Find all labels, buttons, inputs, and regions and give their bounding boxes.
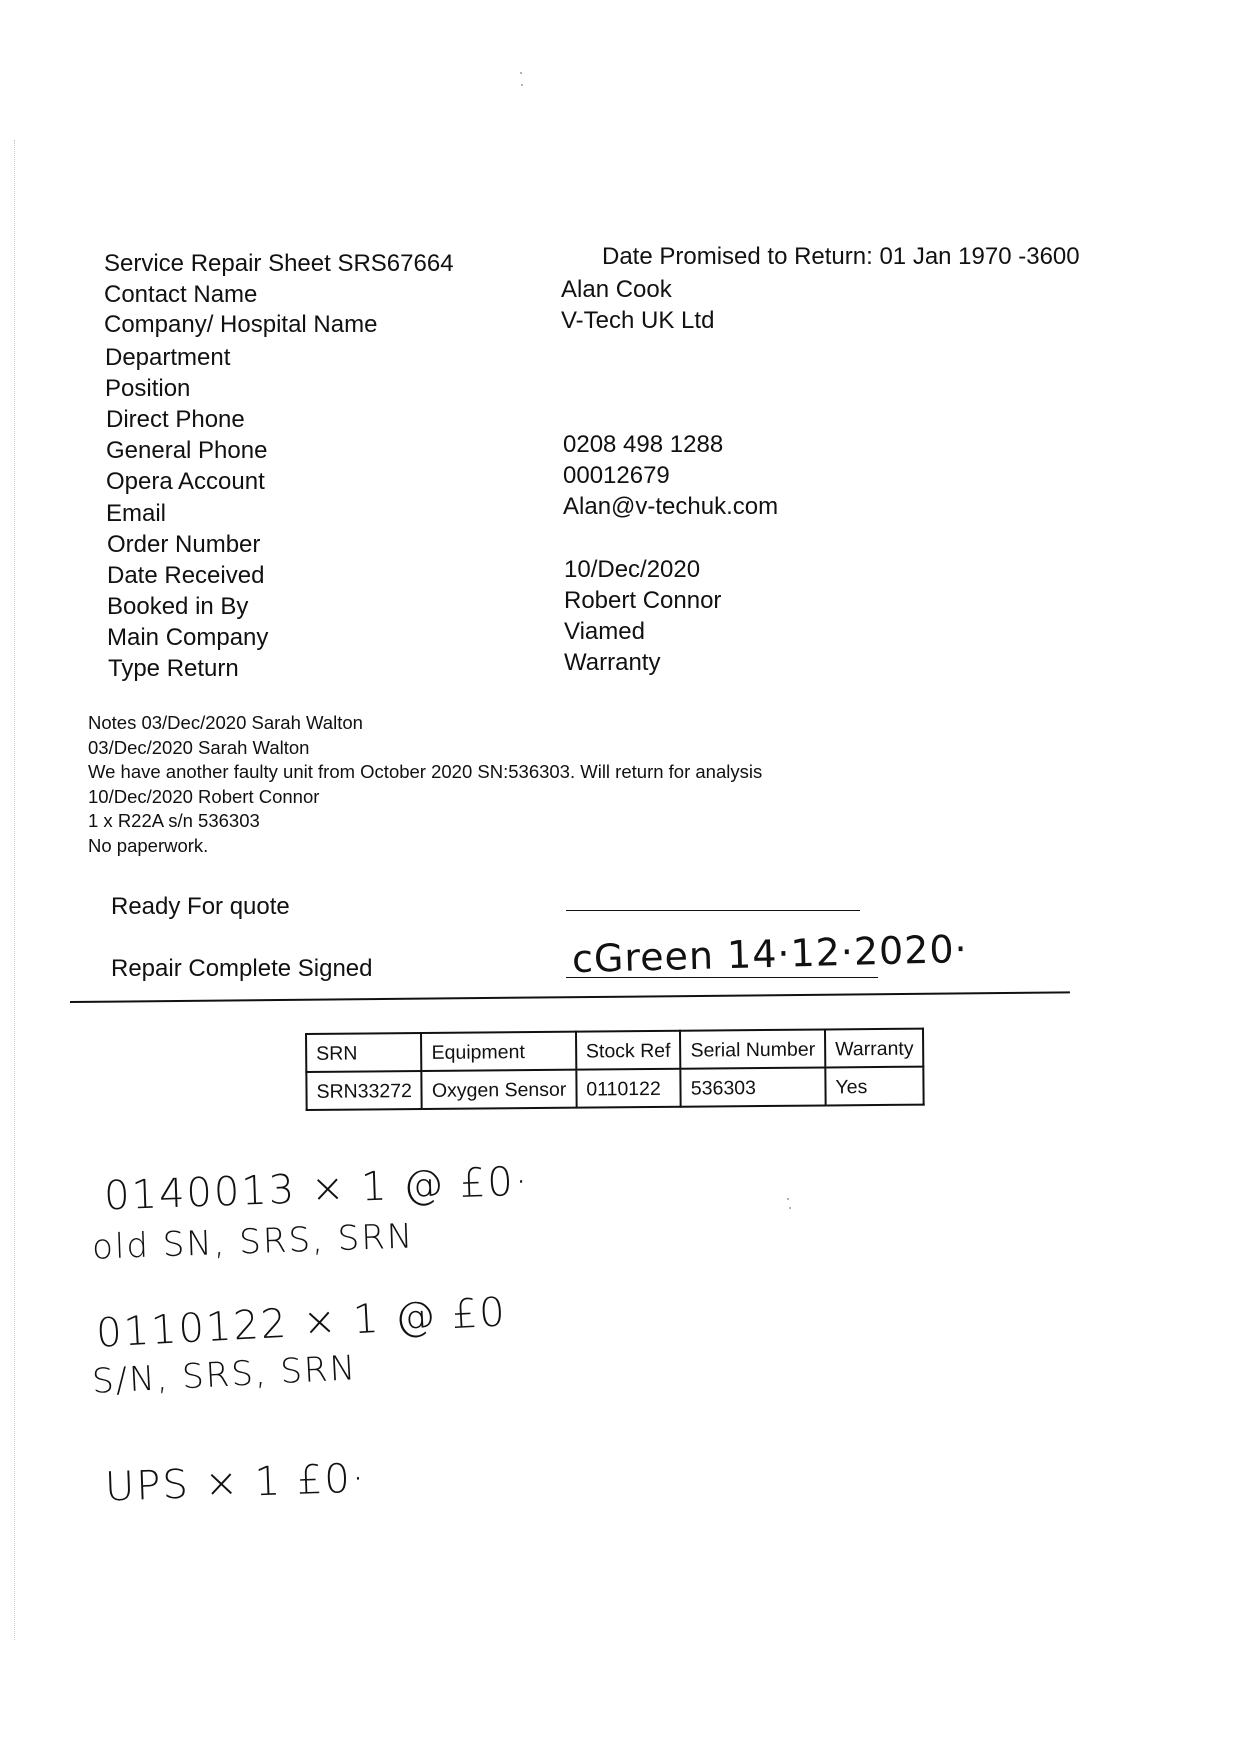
header-serial-number: Serial Number xyxy=(680,1029,825,1068)
repair-complete-label: Repair Complete Signed xyxy=(111,955,373,982)
ready-for-quote-label: Ready For quote xyxy=(111,893,290,920)
note-line: Notes 03/Dec/2020 Sarah Walton xyxy=(88,712,363,733)
cell-stock-ref: 0110122 xyxy=(576,1069,681,1108)
sheet-title: Service Repair Sheet SRS67664 xyxy=(104,250,454,277)
signature-handwriting: cGreen 14·12·2020· xyxy=(571,926,969,982)
type-return-label: Type Return xyxy=(108,655,239,682)
booked-in-by-value: Robert Connor xyxy=(564,587,722,614)
handwritten-note: old SN, SRS, SRN xyxy=(91,1216,415,1268)
main-company-value: Viamed xyxy=(564,618,645,645)
contact-name-label: Contact Name xyxy=(104,281,258,308)
note-line: We have another faulty unit from October 2020 SN:536303. Will return for analysis xyxy=(88,761,763,782)
type-return-value: Warranty xyxy=(564,649,661,676)
company-label: Company/ Hospital Name xyxy=(104,311,378,338)
handwritten-note: 0110122 × 1 @ £0 xyxy=(95,1289,508,1357)
general-phone-value: 0208 498 1288 xyxy=(563,431,724,458)
booked-in-by-label: Booked in By xyxy=(107,593,249,620)
handwritten-note: UPS × 1 £0· xyxy=(104,1455,368,1511)
company-value: V-Tech UK Ltd xyxy=(561,307,715,334)
order-number-label: Order Number xyxy=(107,531,261,558)
handwritten-note: S/N, SRS, SRN xyxy=(91,1348,359,1402)
note-line: 03/Dec/2020 Sarah Walton xyxy=(88,736,310,758)
cell-serial-number: 536303 xyxy=(681,1067,826,1106)
cell-srn: SRN33272 xyxy=(306,1071,422,1110)
note-line: No paperwork. xyxy=(88,834,209,856)
opera-account-label: Opera Account xyxy=(106,468,265,495)
email-label: Email xyxy=(106,500,167,527)
scan-speck xyxy=(787,1198,789,1200)
scan-edge xyxy=(14,140,15,1640)
opera-account-value: 00012679 xyxy=(563,462,670,489)
date-promised: Date Promised to Return: 01 Jan 1970 -3600 xyxy=(602,243,1080,270)
section-divider xyxy=(70,991,1070,1003)
table-header-row xyxy=(306,1029,924,1072)
email-value: Alan@v-techuk.com xyxy=(563,493,779,520)
general-phone-label: General Phone xyxy=(106,437,268,464)
note-line: 10/Dec/2020 Robert Connor xyxy=(88,785,320,807)
notes-block xyxy=(88,711,762,858)
scan-speck xyxy=(520,72,522,74)
repair-complete-line xyxy=(566,977,878,978)
main-company-label: Main Company xyxy=(107,624,269,651)
note-line: 1 x R22A s/n 536303 xyxy=(88,810,260,831)
header-srn: SRN xyxy=(306,1033,422,1072)
header-equipment: Equipment xyxy=(421,1032,576,1071)
handwritten-note: 0140013 × 1 @ £0· xyxy=(103,1158,531,1220)
scan-speck xyxy=(521,84,523,86)
date-received-value: 10/Dec/2020 xyxy=(564,556,701,583)
header-warranty: Warranty xyxy=(825,1029,924,1068)
equipment-table xyxy=(305,1028,925,1111)
cell-equipment: Oxygen Sensor xyxy=(422,1070,577,1109)
position-label: Position xyxy=(105,375,191,402)
contact-name-value: Alan Cook xyxy=(561,276,672,303)
header-stock-ref: Stock Ref xyxy=(576,1031,681,1070)
cell-warranty: Yes xyxy=(825,1067,924,1106)
direct-phone-label: Direct Phone xyxy=(106,406,245,433)
date-received-label: Date Received xyxy=(107,562,265,589)
ready-for-quote-line xyxy=(566,910,860,911)
department-label: Department xyxy=(105,344,231,371)
scan-speck xyxy=(789,1207,791,1209)
table-row xyxy=(306,1067,924,1110)
